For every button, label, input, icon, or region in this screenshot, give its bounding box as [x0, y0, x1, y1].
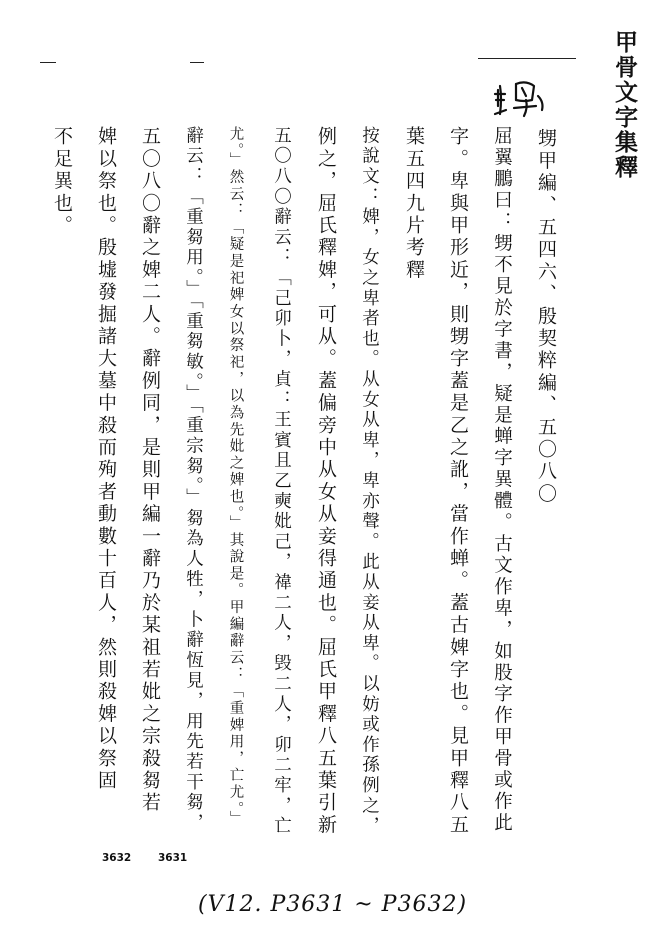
oracle-bone-graph-icon — [492, 76, 550, 120]
text-column-5: 按說文：婢，女之卑者也。从女从卑，卑亦聲。此从妾从卑。以妨或作孫例之， — [359, 126, 380, 837]
page-number-left: 3632 — [102, 852, 132, 864]
volume-page-reference: (V12. P3631 ~ P3632) — [198, 892, 468, 917]
text-column-1: 甥甲編、五四六、殷契粹編、五〇八〇 — [535, 128, 557, 506]
top-rule-right — [478, 58, 576, 59]
text-column-11: 婢以祭也。殷墟發掘諸大墓中殺而殉者動數十百人，然則殺婢以祭固 — [95, 126, 117, 792]
text-column-8: 尤。」然云：「疑是祀婢女以祭祀，以為先妣之婢也。」其說是。甲編辭云：「重婢用，亡尤。」 — [227, 126, 244, 828]
text-column-7: 五〇八〇辭云：「己卯卜，貞：王賓且乙奭妣己，禕二人，毁二人，卯二牢，亡 — [271, 126, 292, 837]
text-column-2: 屈翼鵬曰：甥不見於字書，疑是蝉字異體。古文作卑，如股字作甲骨或作此 — [491, 126, 513, 835]
text-column-3: 字。卑與甲形近，則甥字蓋是乙之訛，當作蝉。蓋古婢字也。見甲釋八五 — [447, 126, 469, 837]
text-column-4: 葉五四九片考釋 — [403, 126, 425, 282]
text-column-9: 辭云：「重芻用。」「重芻敏。」「重宗芻。」芻為人牲，卜辭恆見，用先若干芻， — [183, 126, 204, 834]
text-column-6: 例之，屈氏釋婢，可从。蓋偏旁中从女从妾得通也。屈氏甲釋八五葉引新 — [315, 126, 337, 837]
top-rule-left — [40, 62, 56, 63]
book-title: 甲骨文字集釋 — [611, 30, 637, 180]
text-column-10: 五〇八〇辭之婢二人。辭例同，是則甲編一辭乃於某祖若妣之宗殺芻若 — [139, 126, 161, 815]
top-rule-middle — [190, 62, 204, 63]
text-column-12: 不足異也。 — [51, 126, 73, 237]
page-number-right: 3631 — [158, 852, 188, 864]
